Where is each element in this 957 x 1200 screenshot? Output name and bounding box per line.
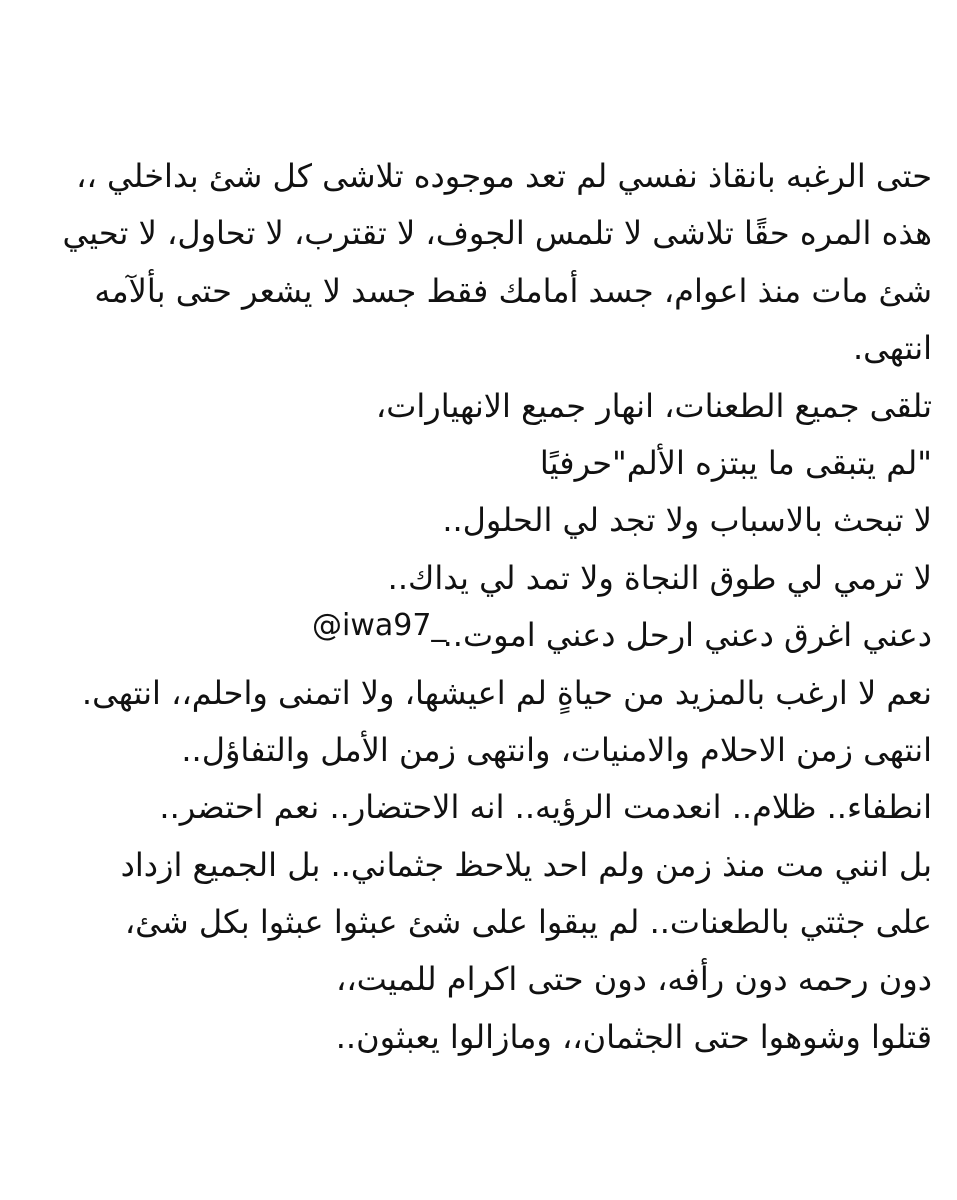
text-line-14: على جثتي بالطعنات.. لم يبقوا على شئ عبثوا عبثوا بكل شئ، <box>124 903 932 942</box>
text-line-12: انطفاء.. ظلام.. انعدمت الرؤيه.. انه الاحتضار.. نعم احتضر.. <box>159 788 932 827</box>
text-line-15: دون رحمه دون رأفه، دون حتى اكرام للميت،، <box>336 960 932 999</box>
author-handle-watermark: @iwa97_ <box>312 608 447 643</box>
text-line-7: لا تبحث بالاسباب ولا تجد لي الحلول.. <box>442 501 932 540</box>
text-line-1: حتى الرغبه بانقاذ نفسي لم تعد موجوده تلاشى كل شئ بداخلي ،، <box>76 157 932 195</box>
text-line-9: دعني اغرق دعني ارحل دعني اموت.. <box>442 616 932 655</box>
text-line-13: بل انني مت منذ زمن ولم احد يلاحظ جثماني.. بل الجميع ازداد <box>120 845 932 884</box>
text-line-8: لا ترمي لي طوق النجاة ولا تمد لي يداك.. <box>387 558 932 597</box>
text-line-11: انتهى زمن الاحلام والامنيات، وانتهى زمن الأمل والتفاؤل.. <box>181 730 932 769</box>
text-line-3: شئ مات منذ اعوام، جسد أمامك فقط جسد لا يشعر حتى بألآمه <box>94 271 932 310</box>
text-line-16: قتلوا وشوهوا حتى الجثمان،، ومازالوا يعبثون.. <box>335 1017 932 1056</box>
text-line-6: "لم يتبقى ما يبتزه الألم"حرفيًا <box>539 443 932 482</box>
text-line-2: هذه المره حقًا تلاشى لا تلمس الجوف، لا تقترب، لا تحاول، لا تحيي <box>62 214 932 253</box>
text-line-5: تلقى جميع الطعنات، انهار جميع الانهيارات، <box>375 386 932 425</box>
text-line-4: انتهى. <box>852 329 932 368</box>
arabic-text-body <box>22 148 932 1066</box>
text-line-10: نعم لا ارغب بالمزيد من حياةٍ لم اعيشها، ولا اتمنى واحلم،، انتهى. <box>81 673 932 712</box>
